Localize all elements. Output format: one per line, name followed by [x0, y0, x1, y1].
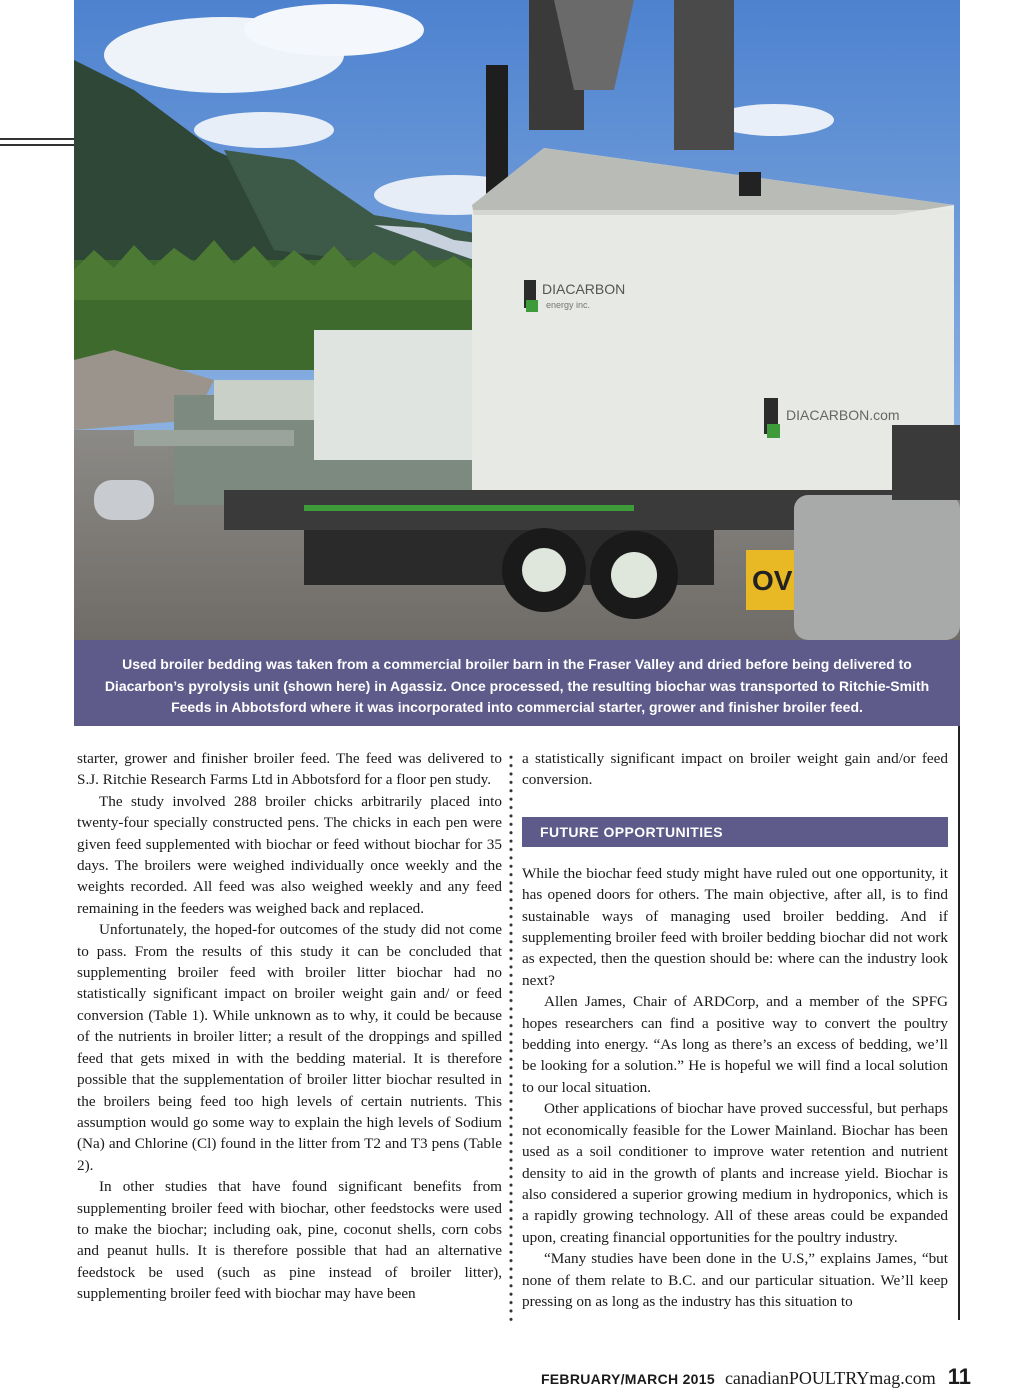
margin-rule-lines	[0, 138, 74, 152]
paragraph: Allen James, Chair of ARDCorp, and a member of the SPFG hopes researchers can find a positive way to convert the poultry bedding into energy. “As long as there’s an excess of bedding, we’ll be looking for a solution.” He is hopeful we will find a local solution to our local situation.	[522, 993, 948, 1096]
column-divider-dots	[507, 753, 515, 1323]
page-footer	[541, 1364, 971, 1390]
photo-logo-side-text: DIACARBON.com	[786, 407, 900, 423]
paragraph: While the biochar feed study might have ruled out one opportunity, it has opened doors for others. The main objective, after all, is to find sustainable ways of managing used broiler bedding. And if supplementing broiler feed with broiler bedding biochar did not work as expected, then the question should be: where can the industry look next?	[522, 864, 948, 989]
paragraph: The study involved 288 broiler chicks arbitrarily placed into twenty-four specially constructed pens. The chicks in each pen were given feed supplemented with biochar or feed without biochar for 35 days. The broilers were weighed individually once weekly and the weights recorded. All feed was also weighed weekly and any feed remaining in the feeders was weighed back and replaced.	[77, 792, 502, 917]
issue-date: FEBRUARY/MARCH 2015	[540, 1371, 715, 1387]
photo-logo-text: DIACARBON	[542, 281, 626, 297]
right-column	[522, 748, 948, 1312]
photo-caption: Used broiler bedding was taken from a commercial broiler barn in the Fraser Valley and dried before being delivered to Diacarbon’s pyrolysis unit (shown here) in Agassiz. Once processed, the resulting biochar was transported to Ritchie-Smith Feeds in Abbotsford where it was incorporated into commercial starter, grower and finisher broiler feed.	[74, 640, 960, 726]
photo-plate-text: OV	[752, 565, 793, 596]
photo-logo-subtext: energy inc.	[546, 300, 591, 310]
paragraph: starter, grower and finisher broiler feed. The feed was delivered to S.J. Ritchie Research Farms Ltd in Abbotsford for a floor pen study.	[77, 750, 502, 789]
page-number: 11	[947, 1364, 971, 1389]
paragraph: “Many studies have been done in the U.S,” explains James, “but none of them relate to B.C. and our particular situation. We’ll keep pressing on as long as the industry has this situation to	[522, 1250, 948, 1310]
article-photo	[74, 0, 960, 640]
paragraph: Unfortunately, the hoped-for outcomes of the study did not come to pass. From the results of this study it can be concluded that supplementing broiler feed with broiler litter biochar had no statistically significant impact on broiler weight gain and/ or feed conversion (Table 1). While unknown as to why, it could be because of the nutrients in broiler litter; a result of the droppings and spilled feed that gets mixed in with the bedding material. It is therefore possible that the supplementation of broiler litter biochar resulted in the broilers being feed too high levels of certain nutrients. This assumption would go some way to explain the high levels of Sodium (Na) and Chlorine (Cl) found in the litter from T2 and T3 pens (Table 2).	[77, 921, 502, 1174]
paragraph: Other applications of biochar have proved successful, but perhaps not economically feasible for the Lower Mainland. Biochar has been used as a soil conditioner to improve water retention and nutrient density to aid in the growth of plants and increase yield. Biochar is also considered a superior growing medium in hydroponics, which is a rapidly growing technology. All of these areas could be expanded upon, creating financial opportunities for the poultry industry.	[522, 1100, 948, 1246]
left-column	[77, 748, 502, 1305]
section-heading: FUTURE OPPORTUNITIES	[522, 817, 948, 847]
magazine-website: canadianPOULTRYmag.com	[724, 1368, 936, 1388]
paragraph: In other studies that have found significant benefits from supplementing broiler feed with biochar, other feedstocks were used to make the biochar; including oak, pine, coconut shells, corn cobs and peanut hulls. It is therefore possible that had an alternative feedstock be used (such as pine instead of broiler litter), supplementing broiler feed with biochar may have been	[77, 1178, 502, 1303]
paragraph: a statistically significant impact on broiler weight gain and/or feed conversion.	[522, 750, 948, 789]
